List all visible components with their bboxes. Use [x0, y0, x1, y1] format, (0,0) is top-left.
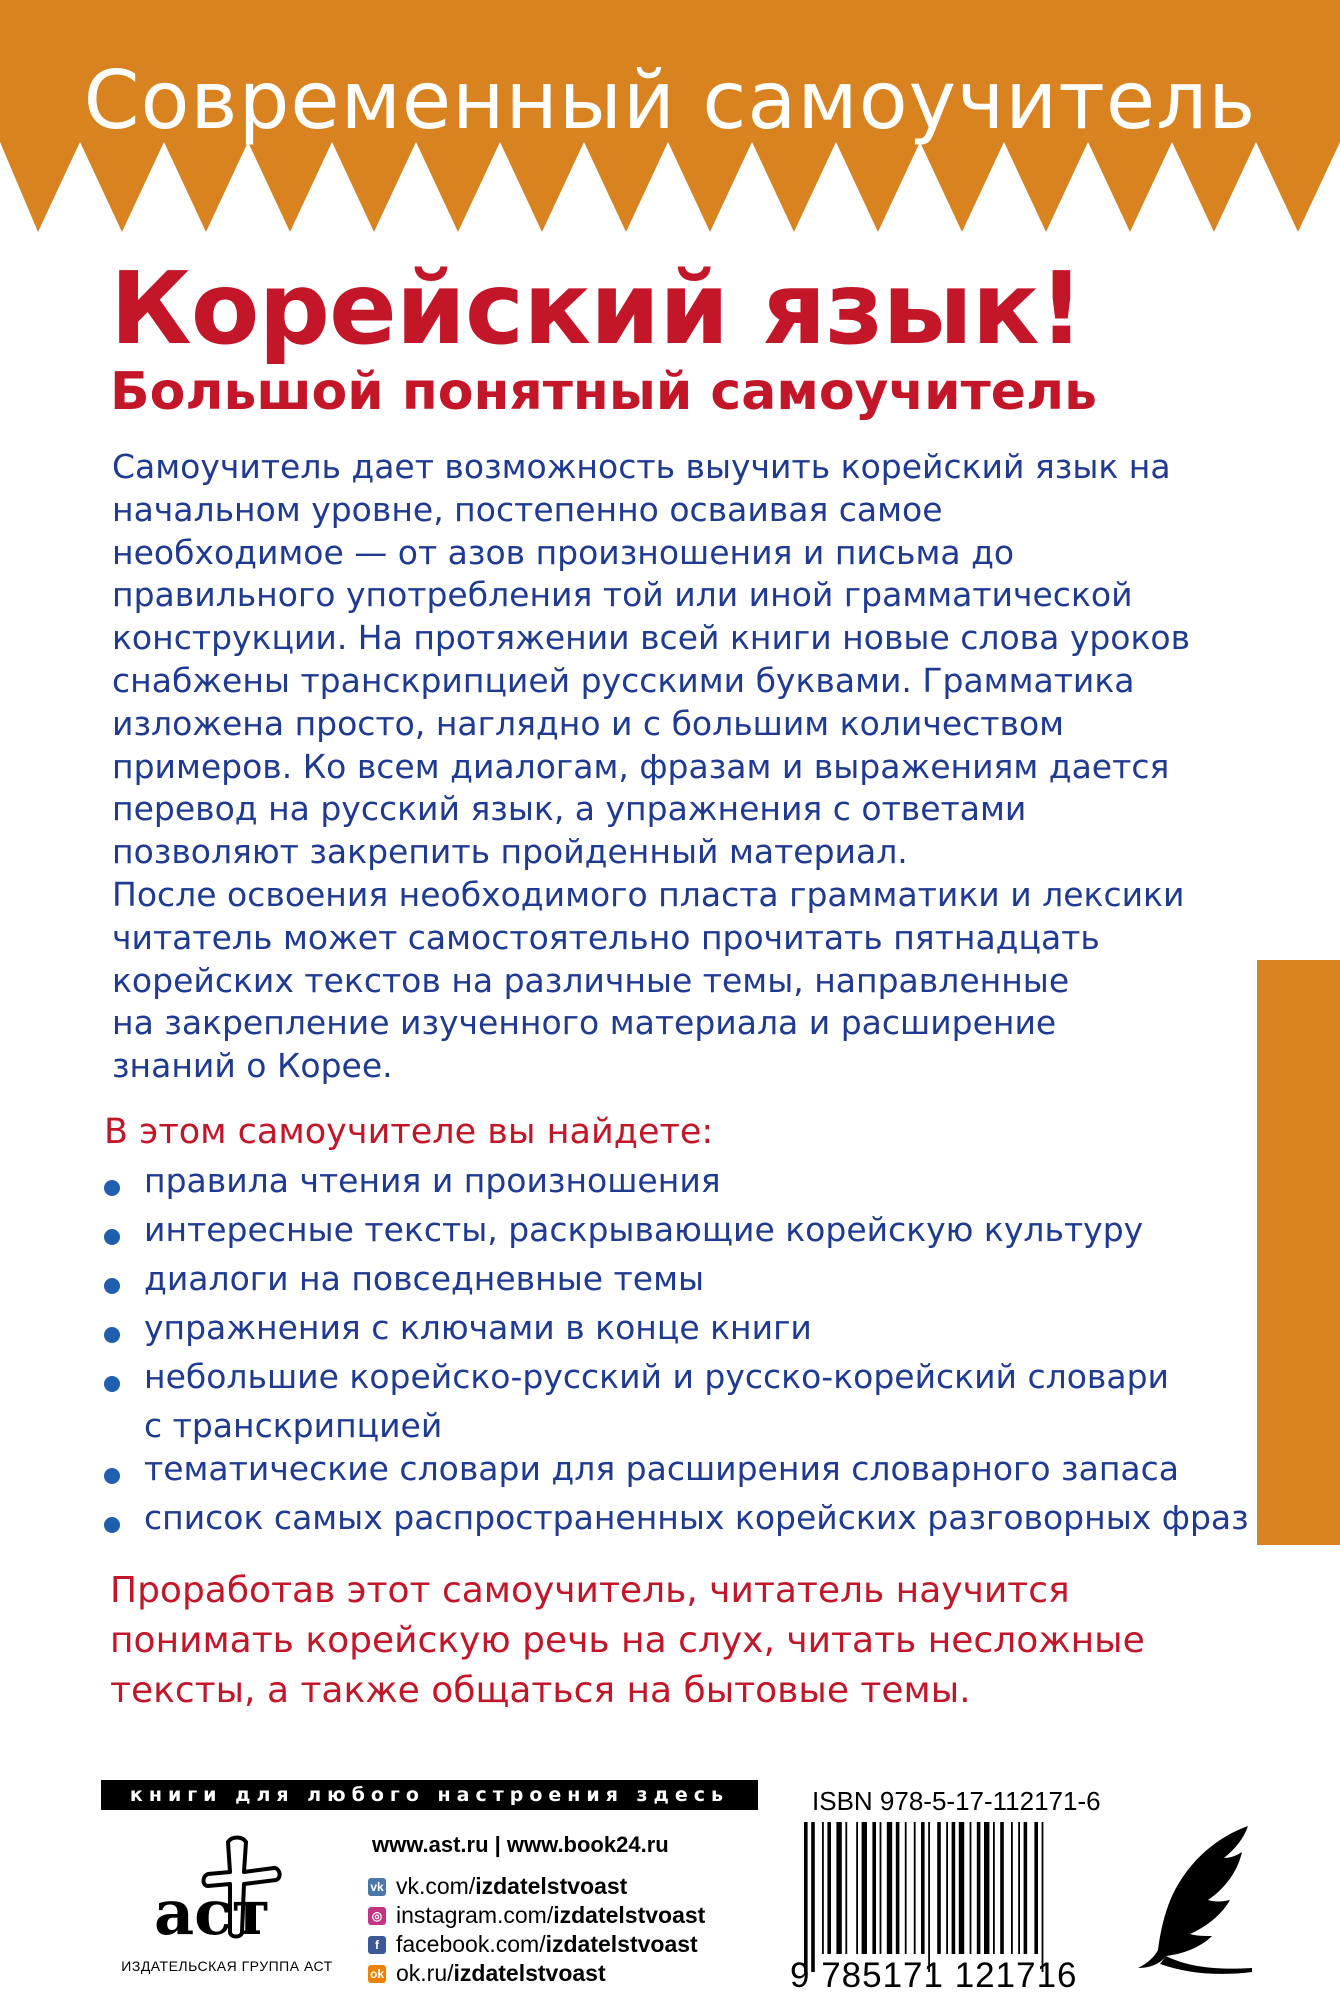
bullet-icon — [104, 1376, 120, 1392]
feature-item — [100, 1205, 1230, 1254]
barcode-bar — [1011, 1822, 1013, 1954]
description-line: примеров. Ко всем диалогам, фразам и выражениям дается — [112, 746, 1170, 786]
odnoklassniki-icon: ok — [369, 1966, 384, 1981]
series-header-band — [0, 0, 1340, 232]
book-title: Корейский язык! — [110, 250, 1084, 367]
social-link[interactable] — [368, 1872, 705, 1901]
facebook-icon: f — [368, 1936, 386, 1954]
feature-text: небольшие корейско-русский и русско-корейский словари — [144, 1357, 1169, 1396]
barcode-bar — [1042, 1822, 1044, 1972]
social-link-handle: izdatelstvoast — [545, 1931, 698, 1957]
barcode-bar — [905, 1822, 907, 1954]
description-line: читатель может самостоятельно прочитать пятнадцать — [112, 917, 1100, 957]
barcode-bar — [856, 1822, 858, 1954]
description-line: позволяют закрепить пройденный материал. — [112, 832, 908, 872]
barcode-bar — [827, 1822, 831, 1954]
series-title: Современный самоучитель — [83, 54, 1257, 147]
isbn: ISBN 978-5-17-112171-6 — [812, 1786, 1101, 1816]
barcode-bar — [1018, 1822, 1020, 1954]
feature-text: диалоги на повседневные темы — [144, 1259, 705, 1298]
feature-item — [100, 1352, 1230, 1450]
feature-text: список самых распространенных корейских разговорных фраз — [144, 1498, 1249, 1537]
social-link-prefix: ok.ru/ — [396, 1960, 454, 1986]
barcode-digits: 9 785171 121716 — [790, 1956, 1078, 1995]
feature-list — [100, 1156, 1249, 1542]
social-link-handle: izdatelstvoast — [553, 1902, 706, 1928]
barcode-bar — [959, 1822, 964, 1954]
feature-text: интересные тексты, раскрывающие корейскую культуру — [144, 1210, 1144, 1249]
book-description — [112, 446, 1232, 1088]
barcode-bar — [914, 1822, 916, 1954]
barcode-bar — [896, 1822, 900, 1954]
instagram-icon: ◎ — [368, 1907, 386, 1925]
features-heading: В этом самоучителе вы найдете: — [104, 1112, 714, 1152]
description-line: конструкции. На протяжении всей книги новые слова уроков — [112, 618, 1191, 658]
bullet-icon — [104, 1327, 120, 1343]
feature-item — [100, 1303, 1230, 1352]
barcode-bar — [804, 1822, 808, 1972]
description-line: снабжены транскрипцией русскими буквами. Грамматика — [112, 660, 1135, 700]
feature-item — [100, 1156, 1230, 1205]
conclusion-text — [110, 1566, 1230, 1716]
barcode-bar — [1034, 1822, 1038, 1954]
social-link-prefix: facebook.com/ — [396, 1931, 546, 1957]
publisher-caption: ИЗДАТЕЛЬСКАЯ ГРУППА АСТ — [121, 1958, 333, 1974]
barcode-bar — [952, 1822, 956, 1954]
description-line: изложена просто, наглядно и с большим количеством — [112, 703, 1065, 743]
logo-text: аст — [154, 1876, 271, 1942]
social-link[interactable] — [368, 1959, 705, 1988]
side-accent-bar — [1257, 960, 1340, 1545]
barcode-bar — [1024, 1822, 1028, 1954]
description-line: После освоения необходимого пласта грамматики и лексики — [112, 874, 1185, 914]
barcode-bar — [1000, 1822, 1004, 1954]
barcode-bar — [928, 1822, 930, 1972]
barcode-bar — [880, 1822, 882, 1954]
description-line: правильного употребления той или иной грамматической — [112, 575, 1133, 615]
bullet-icon — [104, 1229, 120, 1245]
feature-item — [100, 1444, 1230, 1493]
barcode-bar — [872, 1822, 876, 1954]
feature-item — [100, 1254, 1230, 1303]
description-line: Самоучитель дает возможность выучить корейский язык на — [112, 447, 1171, 486]
barcode-bar — [845, 1822, 847, 1954]
description-line: на закрепление изученного материала и расширение — [112, 1003, 1057, 1043]
feather-logo-icon — [1130, 1818, 1260, 1978]
feature-text: тематические словари для расширения словарного запаса — [144, 1449, 1179, 1488]
barcode-bar — [862, 1822, 867, 1954]
description-line: начальном уровне, постепенно осваивая самое — [112, 489, 943, 529]
barcode-bar — [937, 1822, 941, 1954]
barcode-bar — [977, 1822, 981, 1954]
social-link-prefix: instagram.com/ — [396, 1902, 554, 1928]
social-link-prefix: vk.com/ — [396, 1873, 476, 1899]
barcode-bar — [970, 1822, 972, 1954]
barcode-bar — [921, 1822, 925, 1954]
social-link-handle: izdatelstvoast — [475, 1873, 628, 1899]
barcode-bar — [822, 1822, 824, 1954]
social-link-handle: izdatelstvoast — [453, 1960, 606, 1986]
feature-item — [100, 1493, 1249, 1542]
conclusion-line: тексты, а также общаться на бытовые темы. — [110, 1670, 971, 1711]
feature-text-continuation: с транскрипцией — [144, 1406, 443, 1445]
description-line: необходимое — от азов произношения и письма до — [112, 532, 1015, 572]
bullet-icon — [104, 1468, 120, 1484]
social-link[interactable] — [368, 1901, 705, 1930]
barcode-bar — [887, 1822, 892, 1954]
publisher-websites[interactable]: www.ast.ru | www.book24.ru — [372, 1832, 669, 1857]
vk-icon: vk — [368, 1878, 386, 1896]
description-line: корейских текстов на различные темы, направленные — [112, 960, 1070, 1000]
barcode-bar — [984, 1822, 989, 1954]
description-line: знаний о Корее. — [112, 1046, 393, 1086]
feature-text: правила чтения и произношения — [144, 1161, 721, 1200]
barcode-bar — [993, 1822, 995, 1954]
conclusion-line: понимать корейскую речь на слух, читать несложные — [110, 1620, 1145, 1661]
bullet-icon — [104, 1517, 120, 1533]
bullet-icon — [104, 1180, 120, 1196]
description-line: перевод на русский язык, а упражнения с ответами — [112, 789, 1027, 829]
feature-text: упражнения с ключами в конце книги — [144, 1308, 812, 1347]
social-links — [368, 1872, 705, 1988]
barcode-bar — [811, 1822, 815, 1972]
barcode-bar — [946, 1822, 948, 1954]
barcode-bar — [836, 1822, 841, 1954]
barcode-icon — [800, 1822, 1100, 1972]
ast-logo — [150, 1832, 290, 1942]
social-link[interactable] — [368, 1930, 705, 1959]
conclusion-line: Проработав этот самоучитель, читатель научится — [110, 1570, 1070, 1611]
bullet-icon — [104, 1278, 120, 1294]
book-subtitle: Большой понятный самоучитель — [110, 362, 1097, 422]
slogan-banner: книги для любого настроения здесь — [101, 1780, 758, 1810]
